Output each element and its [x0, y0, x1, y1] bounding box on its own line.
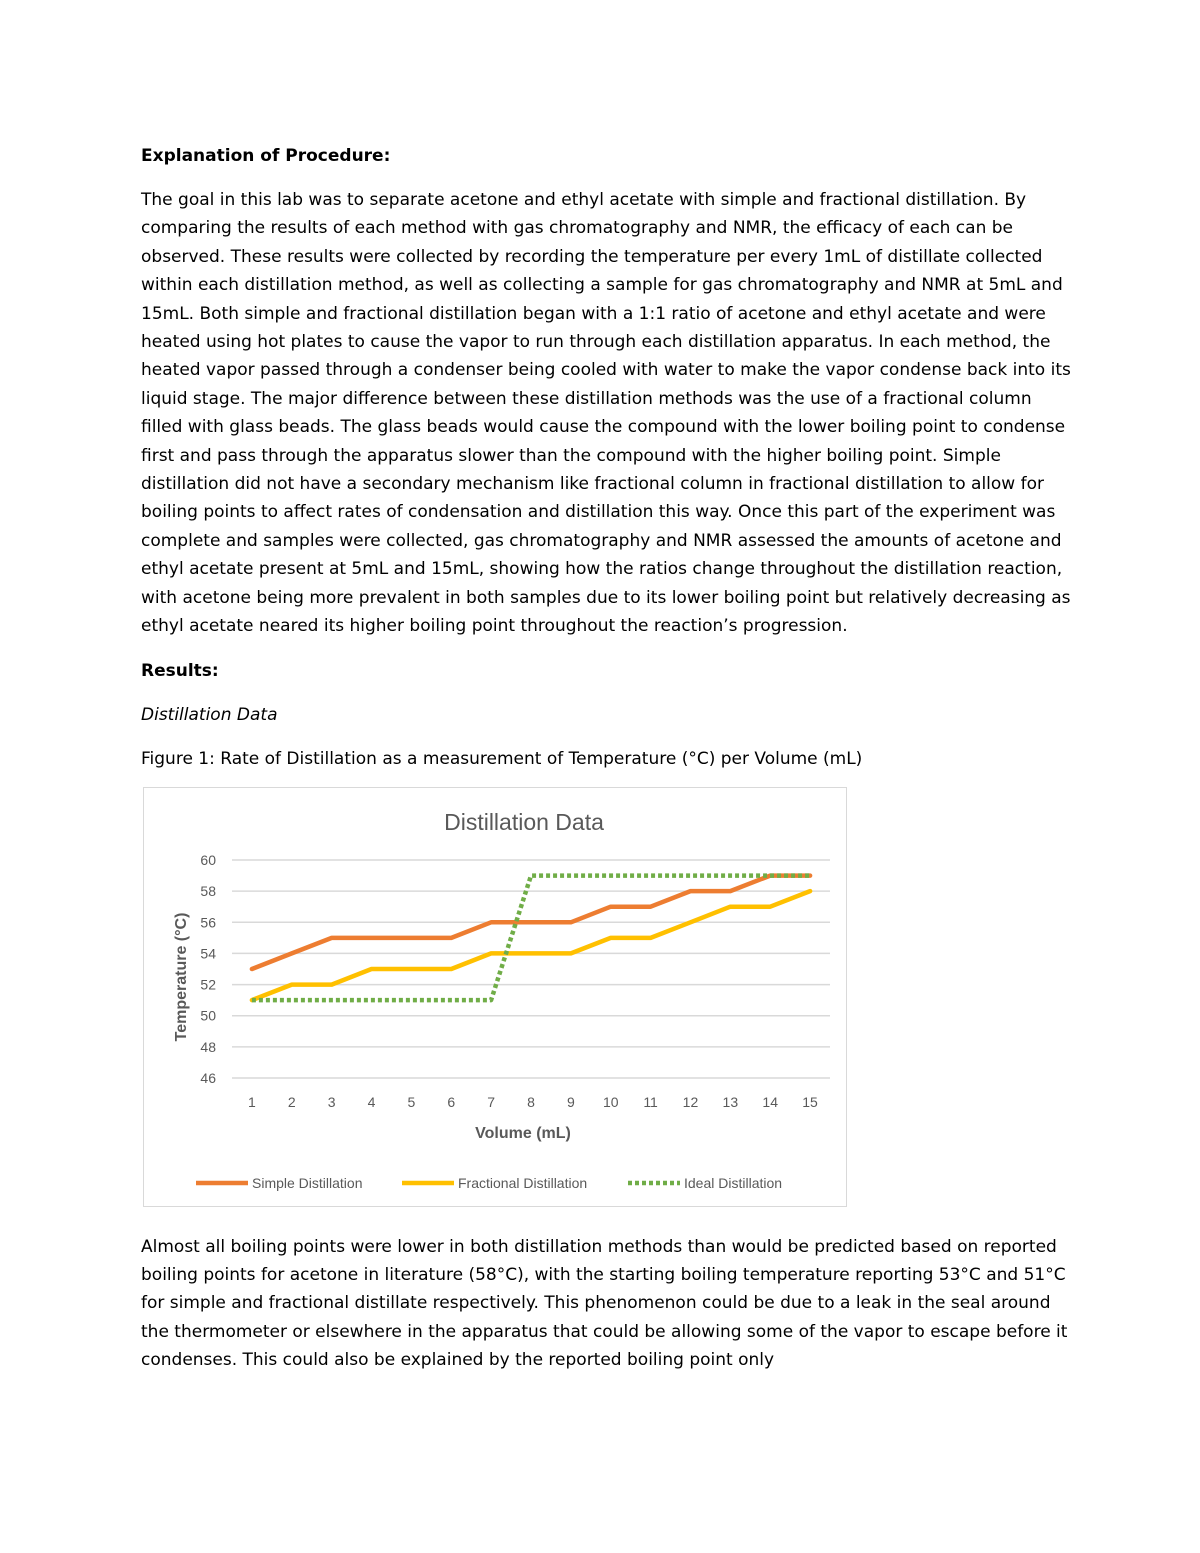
- subheading-distillation-data: Distillation Data: [141, 704, 278, 725]
- y-tick-label: 52: [200, 976, 216, 993]
- y-tick-label: 46: [200, 1069, 216, 1086]
- document-content: [141, 142, 1071, 1391]
- x-axis-label: Volume (mL): [475, 1124, 571, 1142]
- figure-caption: Figure 1: Rate of Distillation as a measurement of Temperature (°C) per Volume (mL): [141, 748, 863, 769]
- x-tick-label: 10: [602, 1093, 619, 1110]
- x-tick-label: 11: [643, 1093, 658, 1110]
- legend-label: Ideal Distillation: [684, 1174, 783, 1191]
- x-tick-label: 14: [762, 1093, 778, 1110]
- chart-title: Distillation Data: [444, 808, 604, 835]
- y-tick-label: 50: [200, 1007, 216, 1024]
- legend-label: Fractional Distillation: [458, 1174, 588, 1191]
- distillation-chart: [143, 787, 847, 1207]
- y-tick-label: 56: [200, 913, 216, 930]
- chart-svg: [144, 788, 848, 1208]
- procedure-paragraph: The goal in this lab was to separate acetone and ethyl acetate with simple and fractional distillation. By comparing the results of each method with gas chromatography and NMR, the efficacy of each can be observed. These results were collected by recording the temperature per every 1mL of distillate collected within each distillation method, as well as collecting a sample for gas chromatography and NMR at 5mL and 15mL. Both simple and fractional distillation began with a 1:1 ratio of acetone and ethyl acetate and were heated using hot plates to cause the vapor to run through each distillation apparatus. In each method, the heated vapor passed through a condenser being cooled with water to make the vapor condense back into its liquid stage. The major difference between these distillation methods was the use of a fractional column filled with glass beads. The glass beads would cause the compound with the lower boiling point to condense first and pass through the apparatus slower than the compound with the higher boiling point. Simple distillation did not have a secondary mechanism like fractional column in fractional distillation to allow for boiling points to affect rates of condensation and distillation this way. Once this part of the experiment was complete and samples were collected, gas chromatography and NMR assessed the amounts of acetone and ethyl acetate present at 5mL and 15mL, showing how the ratios change throughout the distillation reaction, with acetone being more prevalent in both samples due to its lower boiling point but relatively decreasing as ethyl acetate neared its higher boiling point throughout the reaction’s progression.: [141, 190, 1071, 637]
- x-tick-label: 13: [722, 1093, 739, 1110]
- x-tick-label: 5: [407, 1093, 416, 1110]
- x-tick-label: 3: [327, 1093, 336, 1110]
- section-heading-results: Results:: [141, 660, 219, 681]
- x-tick-label: 12: [682, 1093, 699, 1110]
- y-tick-label: 48: [200, 1038, 216, 1055]
- x-tick-label: 15: [802, 1093, 818, 1110]
- x-tick-label: 7: [487, 1093, 496, 1110]
- section-heading-procedure: Explanation of Procedure:: [141, 146, 391, 166]
- results-paragraph: Almost all boiling points were lower in both distillation methods than would be predicted based on reported boiling points for acetone in literature (58°C), with the starting boiling temperature reporting 53°C and 51°C for simple and fractional distillate respectively. This phenomenon could be due to a leak in the seal around the thermometer or elsewhere in the apparatus that could be allowing some of the vapor to escape before it condenses. This could also be explained by the reported boiling point only: [141, 1236, 1068, 1371]
- legend-label: Simple Distillation: [252, 1174, 363, 1191]
- x-tick-label: 4: [367, 1093, 376, 1110]
- x-tick-label: 2: [287, 1093, 296, 1110]
- y-tick-label: 58: [200, 882, 216, 899]
- y-tick-label: 54: [200, 944, 216, 961]
- y-axis-label: Temperature (°C): [173, 912, 190, 1041]
- series-line-fractional-distillation: [252, 891, 810, 1000]
- x-tick-label: 9: [566, 1093, 575, 1110]
- y-tick-label: 60: [200, 851, 216, 868]
- x-tick-label: 6: [447, 1093, 456, 1110]
- x-tick-label: 1: [248, 1093, 256, 1110]
- x-tick-label: 8: [527, 1093, 535, 1110]
